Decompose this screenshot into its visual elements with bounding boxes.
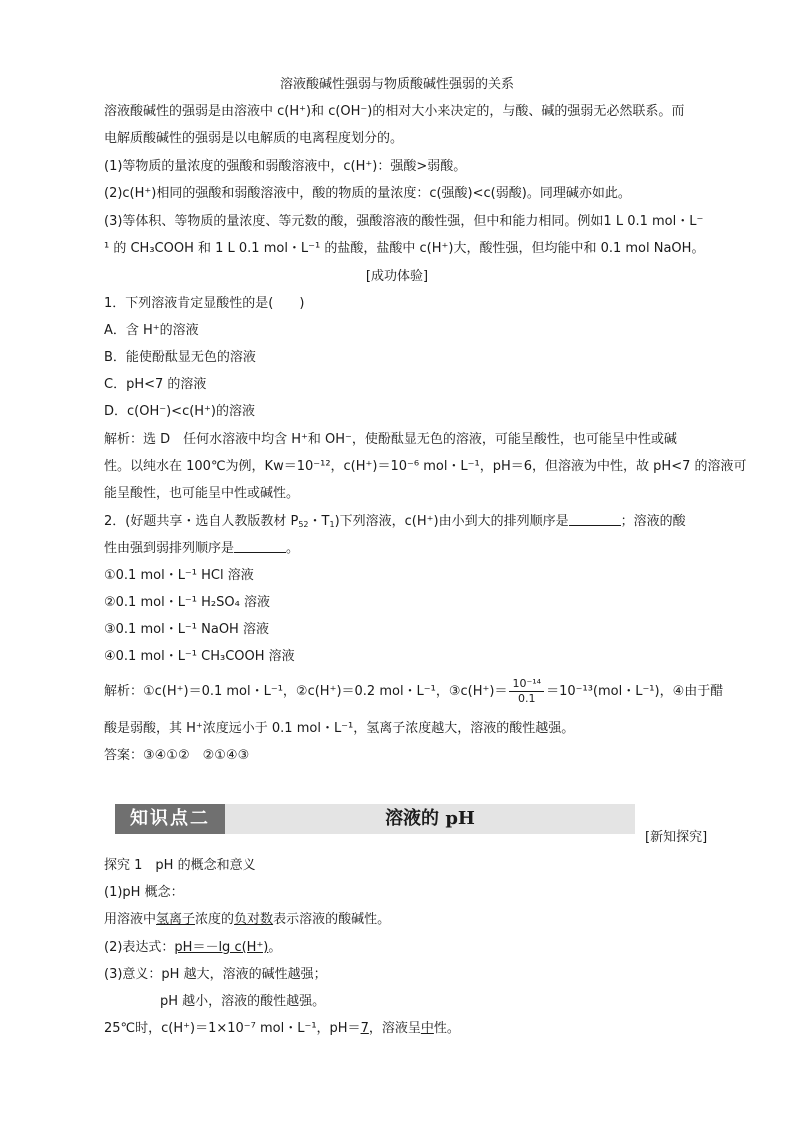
ph-concept-label: (1)pH 概念： [104, 885, 184, 900]
q2-stem-part-4: ；溶液的酸 [620, 514, 686, 529]
question-1-analysis-line-2: 性。以纯水在 100℃为例，Kw＝10⁻¹²，c(H⁺)＝10⁻⁶ mol・L⁻¹，pH＝6，但溶液为中性，故 pH<7 的溶液可 [104, 459, 747, 474]
question-2-stem-line-2 [104, 540, 299, 558]
fraction [509, 677, 544, 706]
question-2-answer: 答案：③④①② ②①④③ [104, 748, 250, 763]
section-banner-title: 溶液的 pH [385, 808, 475, 829]
q2-stem-sub-2: 1 [329, 520, 335, 529]
q2-stem-part-3: )下列溶液，c(H⁺)由小到大的排列顺序是 [334, 514, 569, 529]
question-1-stem: 1．下列溶液肯定显酸性的是( ) [104, 296, 305, 311]
point-3-line-1: (3)等体积、等物质的量浓度、等元数的酸，强酸溶液的酸性强，但中和能力相同。例如1 L 0.1 mol・L⁻ [104, 214, 704, 229]
question-1-option-a: A．含 H⁺的溶液 [104, 323, 199, 338]
question-2-item-4: ④0.1 mol・L⁻¹ CH₃COOH 溶液 [104, 649, 295, 664]
question-2-analysis-line-2: 酸是弱酸，其 H⁺浓度远小于 0.1 mol・L⁻¹，氢离子浓度越大，溶液的酸性越强。 [104, 721, 575, 736]
q2-stem-line2-part-1: 性由强到弱排列顺序是 [104, 541, 235, 556]
question-1-option-c: C．pH<7 的溶液 [104, 377, 207, 392]
answer-blank-2 [234, 540, 286, 553]
concept-post: 表示溶液的酸碱性。 [273, 912, 391, 927]
question-1-analysis-line-3: 能呈酸性，也可能呈中性或碱性。 [104, 486, 300, 501]
intro-paragraph-line-1: 溶液酸碱性的强弱是由溶液中 c(H⁺)和 c(OH⁻)的相对大小来决定的，与酸、碱的强弱无必然联系。而 [104, 104, 685, 119]
section-title: 溶液酸碱性强弱与物质酸碱性强弱的关系 [279, 77, 514, 92]
question-1-option-b: B．能使酚酞显无色的溶液 [104, 350, 256, 365]
question-2-item-2: ②0.1 mol・L⁻¹ H₂SO₄ 溶液 [104, 595, 270, 610]
q2-stem-part-2: ・T [308, 514, 330, 529]
section-banner [115, 804, 635, 834]
ph-meaning-line-1: (3)意义：pH 越大，溶液的碱性越强； [104, 967, 327, 982]
fraction-denominator: 0.1 [518, 692, 536, 705]
expression-label: (2)表达式： [104, 940, 175, 955]
ph-expression [104, 939, 281, 957]
room-temp-pre: 25℃时，c(H⁺)＝1×10⁻⁷ mol・L⁻¹，pH＝ [104, 1021, 361, 1036]
new-knowledge-note: [新知探究] [645, 830, 708, 845]
q2-analysis-part-2: ＝10⁻¹³(mol・L⁻¹)，④由于醋 [546, 684, 724, 699]
question-2-stem-line-1 [104, 513, 686, 531]
intro-paragraph-line-2: 电解质酸碱性的强弱是以电解质的电离程度划分的。 [104, 131, 404, 146]
concept-underline-2: 负对数 [234, 912, 274, 927]
q2-stem-part-1: 2．(好题共享・选自人教版教材 P [104, 514, 299, 529]
explore-1-title: 探究 1 pH 的概念和意义 [104, 858, 256, 873]
ph-concept-text [104, 911, 390, 929]
question-2-item-3: ③0.1 mol・L⁻¹ NaOH 溶液 [104, 622, 269, 637]
room-temp-mid: ，溶液呈 [368, 1021, 421, 1036]
room-temp-ph-value: 7 [360, 1021, 369, 1036]
concept-mid: 浓度的 [195, 912, 235, 927]
q2-stem-sub-1: 52 [298, 520, 309, 529]
experience-heading: [成功体验] [365, 269, 429, 284]
ph-meaning-line-2: pH 越小，溶液的酸性越强。 [160, 994, 326, 1009]
answer-blank-1 [569, 513, 621, 526]
point-1: (1)等物质的量浓度的强酸和弱酸溶液中，c(H⁺)：强酸>弱酸。 [104, 159, 467, 174]
question-1-option-d: D．c(OH⁻)<c(H⁺)的溶液 [104, 404, 255, 419]
point-2: (2)c(H⁺)相同的强酸和弱酸溶液中，酸的物质的量浓度：c(强酸)<c(弱酸)。同理碱亦如此。 [104, 186, 631, 201]
expression-value: pH＝－lg c(H⁺) [174, 940, 269, 955]
room-temperature-note [104, 1020, 460, 1038]
room-temp-end: 性。 [433, 1021, 460, 1036]
point-3-line-2: ¹ 的 CH₃COOH 和 1 L 0.1 mol・L⁻¹ 的盐酸，盐酸中 c(H⁺)大，酸性强，但均能中和 0.1 mol NaOH。 [104, 241, 705, 256]
fraction-numerator: 10⁻¹⁴ [509, 677, 544, 692]
question-1-analysis-line-1: 解析：选 D 任何水溶液中均含 H⁺和 OH⁻，使酚酞显无色的溶液，可能呈酸性，也可能呈中性或碱 [104, 432, 677, 447]
q2-analysis-part-1: 解析：①c(H⁺)＝0.1 mol・L⁻¹，②c(H⁺)＝0.2 mol・L⁻¹，③c(H⁺)＝ [104, 684, 508, 699]
expression-end: 。 [268, 940, 282, 955]
question-2-analysis-line-1 [104, 677, 723, 707]
concept-pre: 用溶液中 [104, 912, 157, 927]
concept-underline-1: 氢离子 [156, 912, 196, 927]
question-2-item-1: ①0.1 mol・L⁻¹ HCl 溶液 [104, 568, 254, 583]
room-temp-state: 中 [420, 1021, 434, 1036]
q2-stem-line2-part-2: 。 [286, 541, 300, 556]
section-tag: 知识点二 [115, 804, 225, 834]
